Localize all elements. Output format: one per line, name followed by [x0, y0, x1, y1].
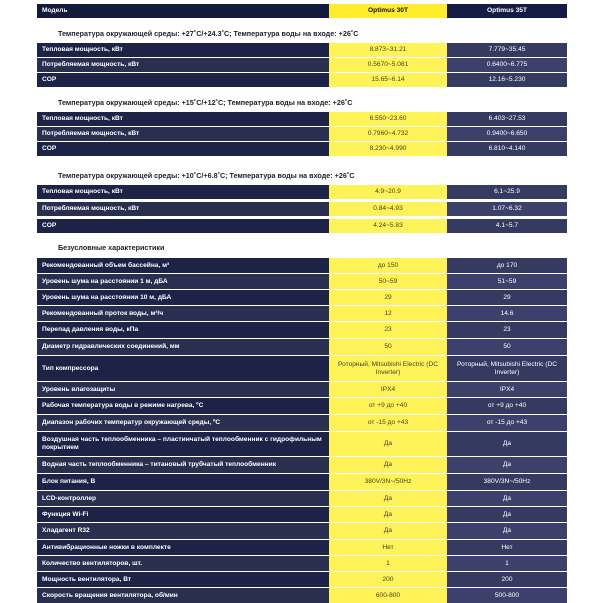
row-label: Мощность вентилятора, Вт [37, 572, 329, 587]
value-35t: 500-800 [447, 588, 567, 603]
value-35t: от -15 до +43 [447, 415, 567, 431]
row-label: Диаметр гидравлических соединений, мм [37, 339, 329, 355]
table-row [37, 507, 567, 522]
value-30t: Роторный, Mitsubishi Electric (DC Inverter) [329, 356, 447, 381]
value-30t: 0.7960~4.732 [329, 127, 447, 141]
value-35t: Да [447, 457, 567, 473]
row-label: LCD-контроллер [37, 491, 329, 506]
table-row [37, 356, 567, 381]
table-row [37, 43, 567, 57]
table-row [37, 588, 567, 603]
table-row [37, 219, 567, 233]
table-row [37, 142, 567, 156]
table-row [37, 382, 567, 397]
value-30t: 4.9~20.9 [329, 185, 447, 199]
value-35t: 0.6400~6.775 [447, 58, 567, 72]
value-30t: 600-800 [329, 588, 447, 603]
section-title: Температура окружающей среды: +15˚С/+12˚С; Температура воды на входе: +26˚С [58, 98, 353, 107]
table-row [37, 306, 567, 321]
value-30t: 6.550~23.60 [329, 112, 447, 126]
row-label: COP [37, 73, 329, 87]
row-label: Функция Wi-Fi [37, 507, 329, 522]
value-30t: 15.65~6.14 [329, 73, 447, 87]
table-row [37, 491, 567, 506]
row-label: Тип компрессора [37, 356, 329, 381]
table-row [37, 185, 567, 199]
table-row [37, 432, 567, 456]
value-35t: 29 [447, 290, 567, 305]
table-row [37, 457, 567, 473]
row-label: Водная часть теплообменника – титановый трубчатый теплообменник [37, 457, 329, 473]
value-30t: Да [329, 457, 447, 473]
section-title: Температура окружающей среды: +27˚С/+24.3˚С; Температура воды на входе: +26˚С [58, 29, 359, 38]
row-label: Рекомендованный объем бассейна, м³ [37, 258, 329, 273]
row-label: COP [37, 142, 329, 156]
table-row [37, 202, 567, 216]
value-30t: от +9 до +40 [329, 398, 447, 414]
row-label: Диапазон рабочих температур окружающей среды, ºС [37, 415, 329, 431]
value-30t: Нет [329, 540, 447, 555]
value-30t: 4.24~5.83 [329, 219, 447, 233]
row-label: Уровень шума на расстоянии 1 м, дБА [37, 274, 329, 289]
value-30t: 8.230~4.990 [329, 142, 447, 156]
value-35t: 4.1~5.7 [447, 219, 567, 233]
header-optimus-35t: Optimus 35T [447, 4, 567, 18]
value-35t: 50 [447, 339, 567, 355]
value-30t: 23 [329, 322, 447, 338]
value-35t: 1.07~6.32 [447, 202, 567, 216]
table-row [37, 540, 567, 555]
table-row [37, 415, 567, 431]
table-row [37, 474, 567, 490]
row-label: Рабочая температура воды в режиме нагрева, ºС [37, 398, 329, 414]
value-30t: 8.873~31.21 [329, 43, 447, 57]
value-30t: Да [329, 491, 447, 506]
table-row [37, 398, 567, 414]
row-label: Антивибрационные ножки в комплекте [37, 540, 329, 555]
row-label: Количество вентиляторов, шт. [37, 556, 329, 571]
value-30t: от -15 до +43 [329, 415, 447, 431]
table-row [37, 322, 567, 338]
table-row [37, 258, 567, 273]
value-30t: 50~59 [329, 274, 447, 289]
row-label: Блок питания, В [37, 474, 329, 490]
table-row [37, 523, 567, 539]
value-30t: 50 [329, 339, 447, 355]
table-row [37, 73, 567, 87]
value-35t: 51~59 [447, 274, 567, 289]
value-35t: от +9 до +40 [447, 398, 567, 414]
value-30t: 1 [329, 556, 447, 571]
table-row [37, 58, 567, 72]
value-30t: Да [329, 507, 447, 522]
value-35t: до 170 [447, 258, 567, 273]
section-title: Температура окружающей среды: +10˚С/+6.8˚С; Температура воды на входе: +26˚С [58, 171, 355, 180]
row-label: Уровень влагозащиты [37, 382, 329, 397]
section-title: Безусловные характеристики [58, 243, 165, 252]
value-35t: 23 [447, 322, 567, 338]
table-row [37, 112, 567, 126]
row-label: Тепловая мощность, кВт [37, 112, 329, 126]
value-30t: Да [329, 523, 447, 539]
value-35t: Да [447, 432, 567, 456]
value-35t: Нет [447, 540, 567, 555]
table-row [37, 290, 567, 305]
value-35t: 1 [447, 556, 567, 571]
value-35t: 14.6 [447, 306, 567, 321]
row-label: Рекомендованный проток воды, м³/ч [37, 306, 329, 321]
header-model-label: Модель [37, 4, 329, 18]
value-35t: Да [447, 523, 567, 539]
value-30t: IPX4 [329, 382, 447, 397]
row-label: Тепловая мощность, кВт [37, 43, 329, 57]
value-30t: 12 [329, 306, 447, 321]
row-label: COP [37, 219, 329, 233]
value-30t: 380V/3N~/50Hz [329, 474, 447, 490]
value-35t: Да [447, 491, 567, 506]
table-row [37, 556, 567, 571]
value-30t: Да [329, 432, 447, 456]
value-30t: 0.5670~5.081 [329, 58, 447, 72]
value-35t: IPX4 [447, 382, 567, 397]
value-35t: Да [447, 507, 567, 522]
row-label: Потребляемая мощность, кВт [37, 58, 329, 72]
table-row [37, 127, 567, 141]
table-row [37, 274, 567, 289]
table-header [37, 4, 567, 18]
value-35t: 6.403~27.53 [447, 112, 567, 126]
table-row [37, 572, 567, 587]
table-row [37, 339, 567, 355]
row-label: Потребляемая мощность, кВт [37, 127, 329, 141]
value-35t: Роторный, Mitsubishi Electric (DC Inverter) [447, 356, 567, 381]
value-35t: 6.1~25.9 [447, 185, 567, 199]
row-label: Тепловая мощность, кВт [37, 185, 329, 199]
row-label: Хладагент R32 [37, 523, 329, 539]
value-35t: 200 [447, 572, 567, 587]
value-30t: 0.84~4.93 [329, 202, 447, 216]
value-30t: 200 [329, 572, 447, 587]
value-30t: 29 [329, 290, 447, 305]
row-label: Скорость вращения вентилятора, об/мин [37, 588, 329, 603]
value-35t: 12.16~5.230 [447, 73, 567, 87]
value-35t: 380V/3N~/50Hz [447, 474, 567, 490]
row-label: Воздушная часть теплообменника – пластинчатый теплообменник с гидрофильным покрытием [37, 432, 329, 456]
row-label: Перепад давления воды, кПа [37, 322, 329, 338]
value-35t: 6.810~4.140 [447, 142, 567, 156]
row-label: Уровень шума на расстоянии 10 м, дБА [37, 290, 329, 305]
value-35t: 7.779~35.45 [447, 43, 567, 57]
header-optimus-30t: Optimus 30T [329, 4, 447, 18]
value-30t: до 150 [329, 258, 447, 273]
row-label: Потребляемая мощность, кВт [37, 202, 329, 216]
value-35t: 0.9400~6.650 [447, 127, 567, 141]
